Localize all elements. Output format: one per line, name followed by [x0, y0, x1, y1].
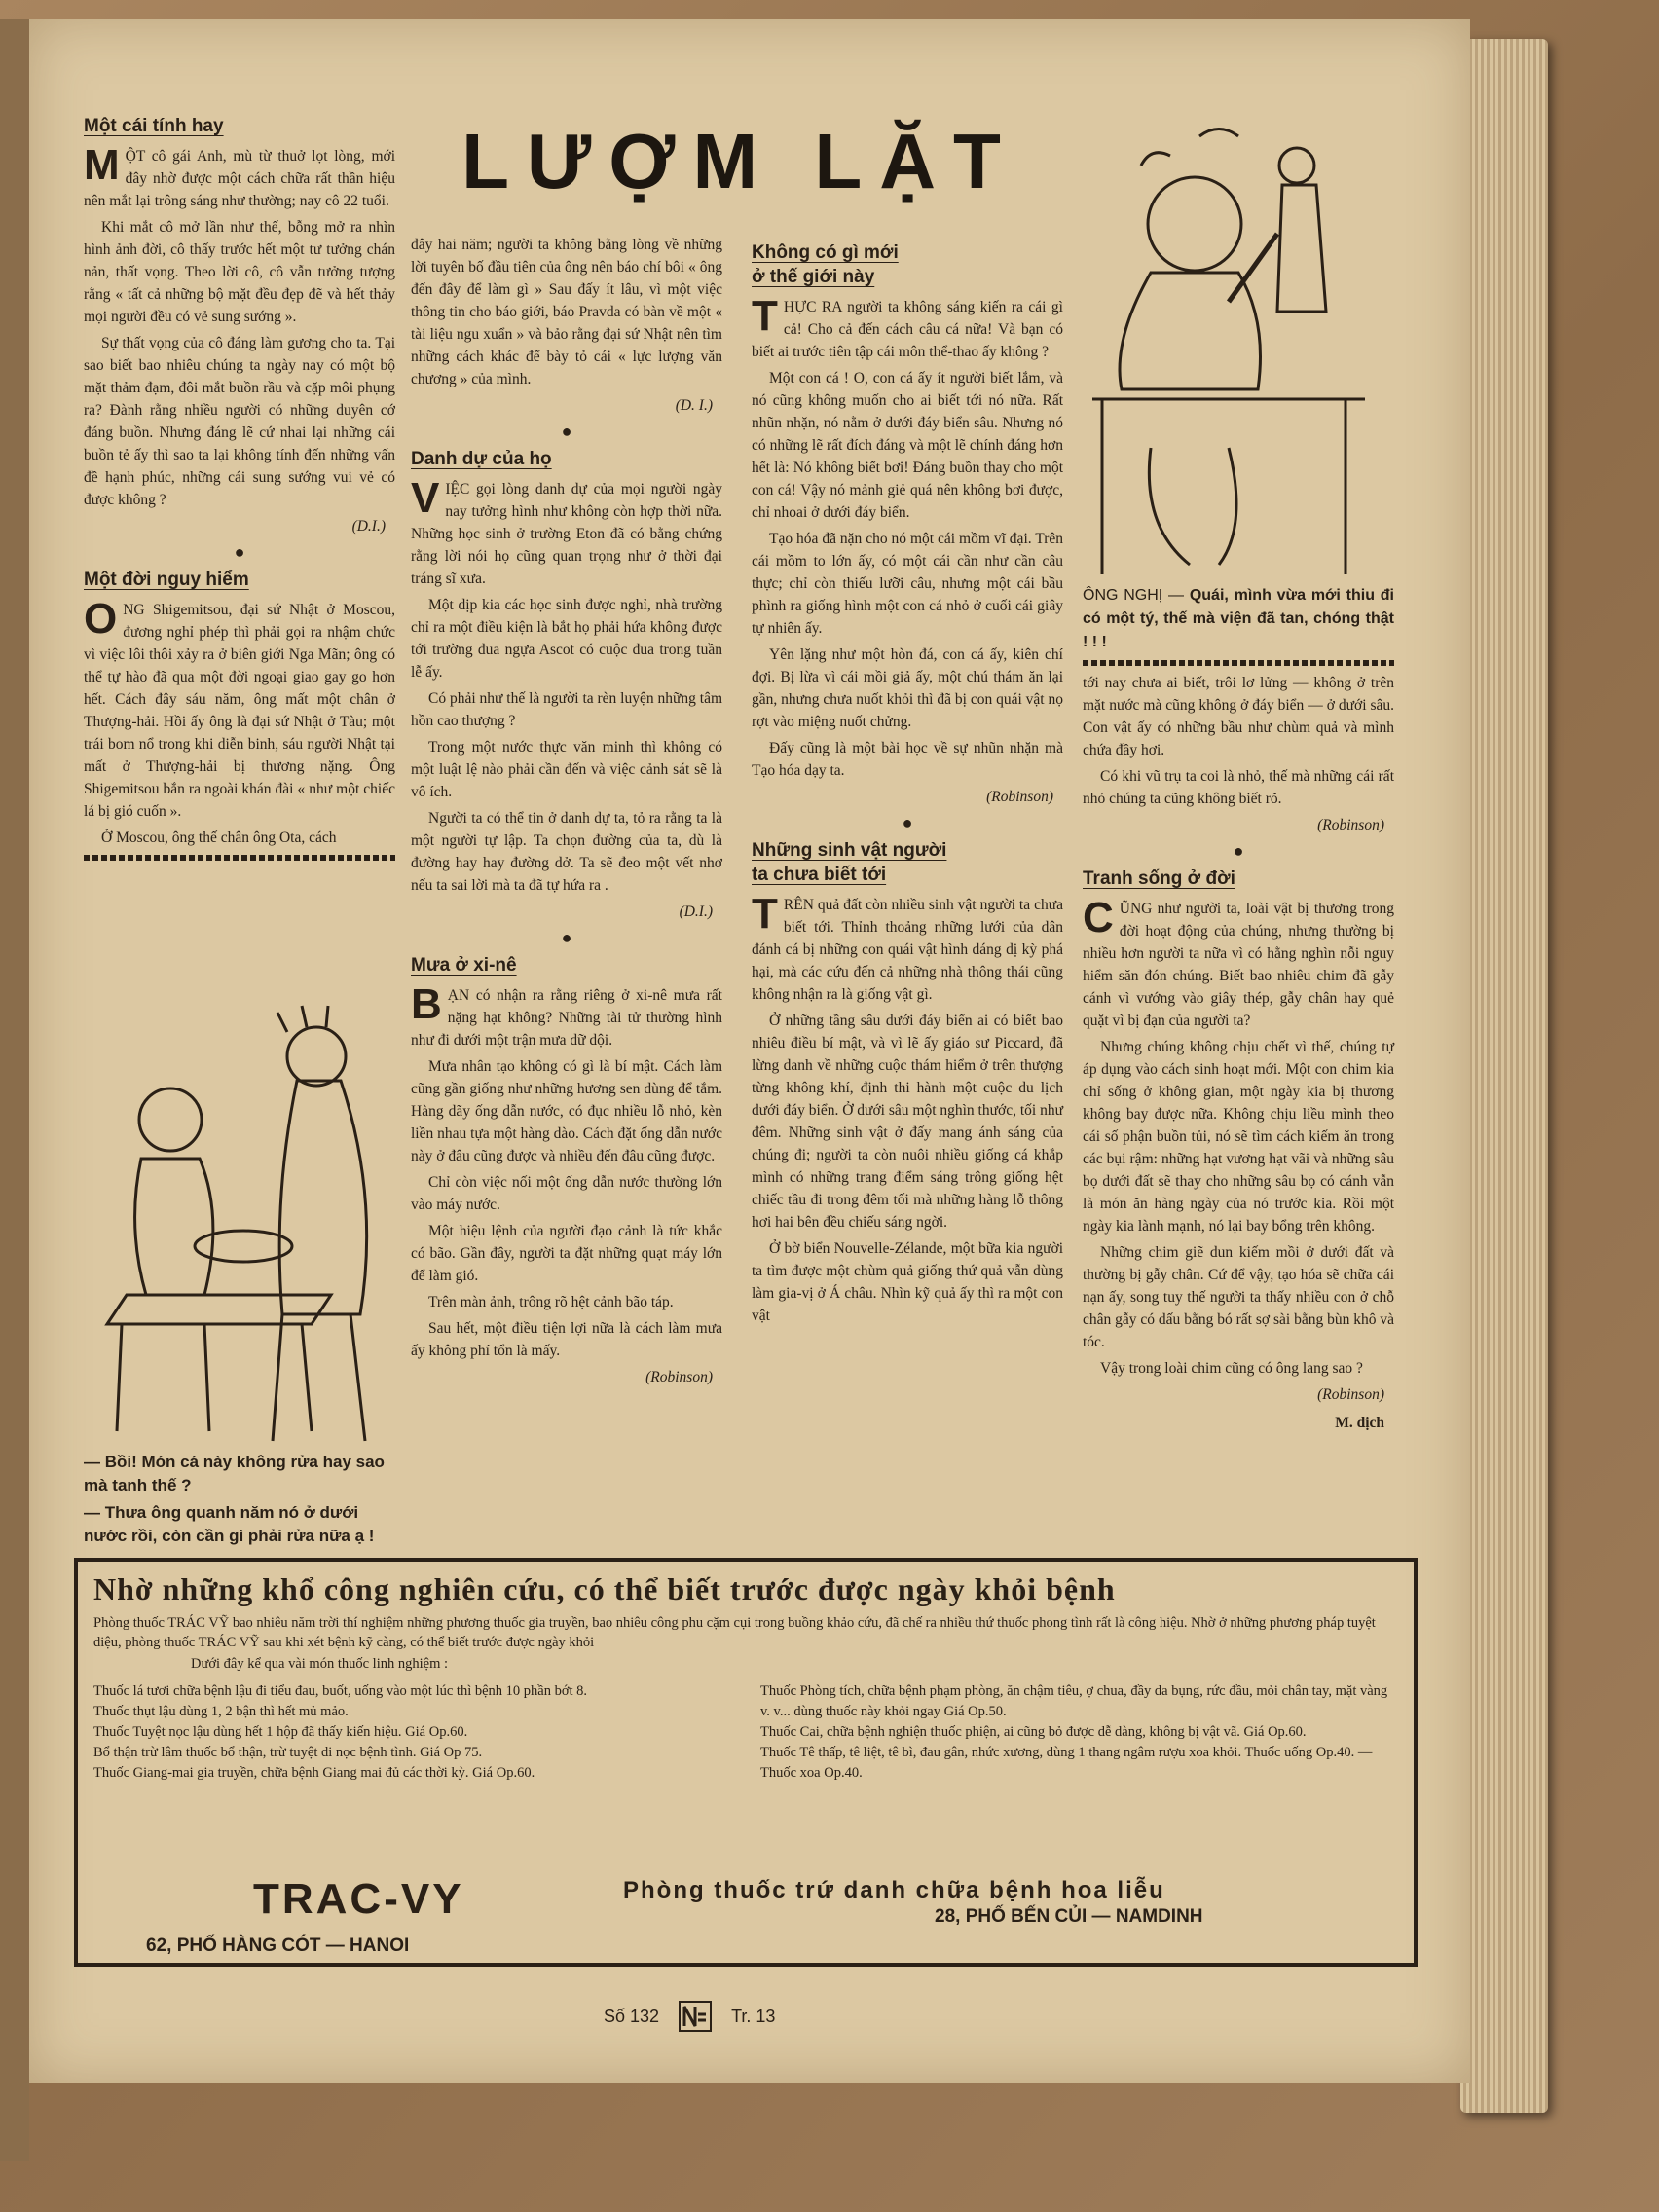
ad-product: Thuốc Phòng tích, chữa bệnh phạm phòng, ăn chậm tiêu, ợ chua, đầy da bụng, rức đầu, mỏi chân tay, mặt vàng v. v... dùng thuốc này khỏi ngay Giá Op.50. [760, 1683, 1388, 1719]
signature: (Robinson) [645, 1369, 713, 1385]
paragraph: NG Shigemitsou, đại sứ Nhật ở Moscou, đương nghỉ phép thì phải gọi ra nhậm chức vì việc lôi thôi xảy ra ở biên giới Nga Mãn; ông có thể tự hào đã qua một đời ngoại giao gay go hơn hết. Cách đây sáu năm, ông mất một chân ở Thượng-hải. Hồi ấy ông là đại sứ Nhật ở Tàu; một trái bom nổ trong khi diễn binh, sáu người Nhật tại mất ở Thượng-hải bị thương nặng. Ông Shigemitsou bắn ra ngoài khán đài « như một chiếc lá bị gió cuốn ». [84, 602, 395, 820]
issue-number: Số 132 [604, 2006, 660, 2026]
ad-product: Thuốc thụt lậu dùng 1, 2 bận thì hết mủ mảo. [93, 1704, 349, 1719]
paragraph: Những chim giẽ dun kiếm mồi ở dưới đất và thường bị gẫy chân. Cứ để vậy, tạo hóa sẽ chữa cái nạn ấy, song tuy thế người ta thấy nhiều con ở chỗ chân gẫy có dấu bằng bó rất sợ sài bằng bùn khô và tóc. [1083, 1244, 1394, 1350]
ad-left-list [93, 1681, 731, 1784]
separator-dot: ● [234, 542, 245, 562]
drop-cap: T [752, 890, 778, 938]
ad-address-hanoi: 62, PHỐ HÀNG CÓT — HANOI [146, 1936, 410, 1956]
ad-product: Thuốc Giang-mai gia truyền, chữa bệnh Giang mai đủ các thời kỳ. Giá Op.60. [93, 1765, 535, 1781]
paragraph: đây hai năm; người ta không bằng lòng về những lời tuyên bố đầu tiên của ông nên báo chí bôi « ông đến đây để làm gì » Sau đấy ít lâu, vì một việc thông tin cho báo giới, báo Pravda có bàn về một « tài liệu ngu xuẩn » và bảo rằng đại sứ Nhật nên tìm những cách khác để bày tỏ cái « lực lượng văn chương » của mình. [411, 237, 722, 387]
drop-cap: T [752, 292, 778, 340]
ad-product: Thuốc lá tươi chữa bệnh lậu đi tiểu đau, buốt, uống vào một lúc thì bệnh 10 phần bớt 8. [93, 1683, 588, 1699]
caption-line: — Bồi! Món cá này không rửa hay sao mà tanh thế ? [84, 1453, 385, 1494]
page-title: LƯỢM LẶT [461, 118, 1018, 204]
paragraph: tới nay chưa ai biết, trôi lơ lửng — không ở trên mặt nước mà cũng không ở đáy biển — ở dưới sâu. Con vật ấy có những bầu như chùm quả và mình chứa đầy hơi. [1083, 675, 1394, 758]
signature: (Robinson) [1317, 817, 1384, 833]
paragraph: Ở bờ biển Nouvelle-Zélande, một bữa kia người ta tìm được một chùm quả giống thứ quả vẫn dùng làm gia-vị ở Á châu. Nhìn kỹ quả ấy thì ra một con vật [752, 1240, 1063, 1324]
drop-cap: O [84, 595, 118, 643]
paragraph: Một con cá ! O, con cá ấy ít người biết lắm, và nó cũng không muốn cho ai biết tới nó nữa. Rất nhũn nhặn, nó nằm ở dưới đáy biển sâu. Nhưng nó có những lẽ rất đích đáng và một lẽ chính đáng hơn hết là: Nó không biết bơi! Đáng buồn thay cho một con cá! Vậy nó mảnh giẻ quá nên không bơi được, chỉ nhoai ở dưới đáy biển. [752, 370, 1063, 521]
drop-cap: V [411, 474, 440, 522]
divider [84, 855, 395, 861]
caption-speaker: ÔNG NGHỊ — [1083, 587, 1185, 604]
separator-dot: ● [902, 813, 913, 832]
paragraph: Khi mắt cô mở lần như thế, bỗng mở ra nhìn hình ảnh đời, cô thấy trước hết một tư tưởng chán nản, thất vọng. Theo lời cô, cô vẫn tưởng tượng rằng « tất cả những bộ mặt đều đẹp đẽ và hết thảy mọi người đều có vẻ sung sướng ». [84, 219, 395, 325]
paragraph: Có khi vũ trụ ta coi là nhỏ, thế mà những cái rất nhỏ chúng ta cũng không biết rõ. [1083, 768, 1394, 807]
paragraph: Trên màn ảnh, trông rõ hệt cảnh bão táp. [428, 1294, 674, 1310]
ad-tagline: Phòng thuốc trứ danh chữa bệnh hoa liễu [623, 1877, 1165, 1903]
article-title: Không có gì mới [752, 242, 899, 263]
article-title: Tranh sống ở đời [1083, 868, 1235, 889]
paragraph: Trong một nước thực văn minh thì không có một luật lệ nào phải cần đến và việc cảnh sát sẽ là vô ích. [411, 739, 722, 800]
ad-product: Thuốc Tuyệt nọc lậu dùng hết 1 hộp đã thấy kiến hiệu. Giá Op.60. [93, 1724, 468, 1740]
paragraph: Tạo hóa đã nặn cho nó một cái mồm vĩ đại. Trên cái mồm to lớn ấy, có một cái cần như cần câu thực; chỉ còn thiếu lưỡi câu, nhưng một cái bầu phình ra giống hình một con cá nhỏ ở cuối cái giây tự nhiên ấy. [752, 531, 1063, 637]
paragraph: Nhưng chúng không chịu chết vì thế, chúng tự áp dụng vào cách sinh hoạt mới. Một con chim kia chỉ sống ở không gian, một ngày kia bị thương không bay được nữa. Không chịu liều mình theo cái số phận buồn tủi, nó sẽ tìm cách kiếm ăn trong các bụi rậm: những hạt vương hạt vãi và những sâu bọ dưới đất sẽ thay cho những sâu bọ có cánh vẫn là món ăn hàng ngày của nó trước kia. Rồi một ngày kia lành mạnh, nó lại bay bổng trên không. [1083, 1039, 1394, 1235]
cartoon-caption [1083, 584, 1394, 654]
paragraph: ŨNG như người ta, loài vật bị thương trong đời hoạt động của chúng, nhưng thường bị nhiều hơn người ta nữa vì có hằng nghìn nỗi nguy hiểm săn đón chúng. Biết bao nhiêu chim đã gẫy cánh vì vướng vào giây thép, gẫy chân hay quẻ quặt vì bị đạn của người ta? [1083, 901, 1394, 1029]
page-footer [604, 2001, 775, 2032]
paragraph: Có phải như thế là người ta rèn luyện những tâm hồn cao thượng ? [411, 690, 723, 729]
cartoon-waiter [88, 1003, 399, 1451]
magazine-logo-icon [679, 2001, 712, 2032]
paragraph: Sự thất vọng của cô đáng làm gương cho ta. Tại sao biết bao nhiêu chúng ta ngày nay có một bộ mặt thảm đạm, đôi mắt buồn rầu và cặp môi phụng ra? Đành rằng nhiều người có những duyên cớ đáng buồn. Nhưng đáng lẽ cứ nhai lại những cái buồn tẻ ấy thì sao ta lại không tính đến những vấn đề hạnh phúc, những cái sung sướng vui vẻ có được không ? [84, 335, 395, 508]
separator-dot: ● [561, 422, 572, 441]
page-number: Tr. 13 [731, 2006, 776, 2026]
article-title: ở thế giới này [752, 267, 875, 287]
ad-product: Bổ thận trừ lâm thuốc bổ thận, trừ tuyệt di nọc bệnh tình. Giá Op 75. [93, 1745, 483, 1760]
ad-address-namdinh: 28, PHỐ BẾN CỦI — NAMDINH [935, 1906, 1203, 1927]
paragraph: Đấy cũng là một bài học về sự nhũn nhặn mà Tạo hóa dạy ta. [752, 740, 1063, 779]
cartoon-caption [84, 1451, 395, 1548]
caption-line: — Thưa ông quanh năm nó ở dưới nước rồi, còn cần gì phải rửa nữa ạ ! [84, 1503, 375, 1545]
article-title: ta chưa biết tới [752, 865, 887, 885]
ad-right-list [760, 1681, 1398, 1784]
signature: (Robinson) [1317, 1386, 1384, 1403]
paragraph: RÊN quả đất còn nhiều sinh vật người ta chưa biết tới. Thỉnh thoảng những lưới của dân đánh cá bị những con quái vật hình dáng dị kỳ phá hại, mà các cứu đến cả những nhà thông thái cũng không nhận ra là giống vật gì. [752, 897, 1063, 1003]
left-page-edge [0, 19, 29, 2161]
ad-headline: Nhờ những khổ công nghiên cứu, có thể biết trước được ngày khỏi bệnh [93, 1571, 1116, 1606]
signature: (D. I.) [675, 397, 713, 414]
signature: (D.I.) [679, 903, 713, 920]
ad-brand: TRAC-VY [253, 1875, 464, 1923]
paragraph: Chỉ còn việc nối một ống dẫn nước thường lớn vào máy nước. [411, 1174, 722, 1213]
ad-intro: Phòng thuốc TRÁC VỸ bao nhiêu năm trời thí nghiệm những phương thuốc gia truyền, bao nhiêu công phu cặm cụi trong buồng khảo cứu, đã chế ra nhiều thứ thuốc phong tình rất là công hiệu. Nhờ ở những phương pháp tuyệt diệu, phòng thuốc TRÁC VỸ sau khi xét bệnh kỹ càng, có thể biết trước được ngày khỏi [93, 1615, 1376, 1650]
article-title: Một cái tính hay [84, 116, 224, 136]
paragraph: ỘT cô gái Anh, mù từ thuở lọt lòng, mới đây nhờ được một cách chữa rất thần hiệu nên mắt lại trông sáng như thường; nay cô 22 tuổi. [84, 148, 395, 209]
drop-cap: B [411, 980, 442, 1028]
advertisement-box [74, 1558, 1418, 1967]
paragraph: IỆC gọi lòng danh dự của mọi người ngày nay tưởng hình như không còn hợp thời nữa. Những học sinh ở trường Eton đã có bằng chứng rằng lời nói họ cũng quan trọng như ở thời đại tráng sĩ xưa. [411, 481, 722, 587]
column-2 [411, 234, 722, 1394]
ad-product: Thuốc Tê thấp, tê liệt, tê bì, đau gân, nhức xương, dùng 1 thang ngâm rượu xoa khỏi. Thuốc uống Op.40. — Thuốc xoa Op.40. [760, 1745, 1373, 1781]
divider [1083, 660, 1394, 666]
separator-dot: ● [1233, 841, 1244, 861]
book-page-stack [1460, 39, 1548, 2113]
cartoon-politician [1083, 117, 1375, 574]
paragraph: Vậy trong loài chim cũng có ông lang sao ? [1100, 1360, 1363, 1377]
article-title: Danh dự của họ [411, 449, 552, 469]
paragraph: Yên lặng như một hòn đá, con cá ấy, kiên chí đợi. Bị lừa vì cái mồi giả ấy, một chú thám ăn lại gần, nhưng chưa nuốt khỏi thì đã bị con quái vật nọ rợt vào miệng nuốt chửng. [752, 646, 1063, 730]
paragraph: ẠN có nhận ra rằng riêng ở xi-nê mưa rất nặng hạt không? Những tài tử thường hình như đi dưới một trận mưa dữ dội. [411, 987, 722, 1049]
article-title: Một đời nguy hiểm [84, 570, 249, 590]
ad-product-lists [93, 1681, 1398, 1784]
paragraph: Mưa nhân tạo không có gì là bí mật. Cách làm cũng gần giống như những hương sen dùng để tắm. Hàng dãy ống dẫn nước, có đục nhiều lỗ nhỏ, kèn liền nhau tựa một hàng dào. Cách đặt ống dẫn nước này ở đâu cũng được và nhiều đến đâu cũng được. [411, 1058, 722, 1164]
ad-list-intro: Dưới đây kể qua vài món thuốc linh nghiệm : [191, 1656, 448, 1672]
separator-dot: ● [561, 928, 572, 947]
paragraph: Một dịp kia các học sinh được nghỉ, nhà trường chỉ ra một điều kiện là bắt họ phải hứa không được tới trường đua ngựa Ascot có cuộc đua trong tuần lễ ấy. [411, 597, 722, 681]
article-title: Mưa ở xi-nê [411, 955, 517, 976]
cartoon-politician-drawing [1083, 117, 1375, 574]
cartoon-waiter-drawing [88, 1003, 399, 1451]
paragraph: Sau hết, một điều tiện lợi nữa là cách làm mưa ấy không phí tổn là mấy. [411, 1320, 722, 1359]
paragraph: HỰC RA người ta không sáng kiến ra cái gì cả! Cho cả đến cách câu cá nữa! Và bạn có biết ai trước tiên tập cái môn thể-thao ấy không ? [752, 299, 1063, 360]
signature: (Robinson) [986, 789, 1053, 805]
column-1 [84, 107, 395, 866]
paragraph: Ở Moscou, ông thế chân ông Ota, cách [101, 830, 337, 846]
drop-cap: C [1083, 894, 1114, 941]
translator-credit: M. dịch [1335, 1415, 1384, 1431]
signature: (D.I.) [351, 518, 386, 535]
paragraph: Người ta có thể tin ở danh dự ta, tỏ ra rằng ta là một người tự lập. Ta chọn đường của ta, dù là đường hay hay đường dở. Ta sẽ đeo một vết nhơ nếu ta sai lời mà ta đã tự hứa ra . [411, 810, 722, 894]
column-4 [1083, 584, 1394, 1440]
paragraph: Một hiệu lệnh của người đạo cảnh là tức khắc có bão. Gần đây, người ta đặt những quạt máy lớn để làm gió. [411, 1223, 722, 1284]
ad-product: Thuốc Cai, chữa bệnh nghiện thuốc phiện, ai cũng bỏ được dễ dàng, không bị vật vã. Giá Op.60. [760, 1724, 1307, 1740]
drop-cap: M [84, 141, 120, 189]
paragraph: Ở những tầng sâu dưới đáy biển ai có biết bao nhiêu điều bí mật, và vì lẽ ấy giáo sư Piccard, đã lừng danh về những cuộc thám hiểm ở trên thượng từng không khí, định thi hành một cuộc du lịch dưới đáy biển. Ở dưới sâu một nghìn thước, tối như đêm. Những sinh vật ở đấy mang ánh sáng của chúng đi; người ta còn nuôi nhiều giống cá khắp mình có những trang điểm sáng trông giống hệt chiếc tầu đi trong đêm tối mà những hàng lỗ thông hơi hai bên đều chiếu sáng ngời. [752, 1013, 1063, 1231]
article-title: Những sinh vật người [752, 840, 947, 861]
caption-text: Quái, mình vừa mới thiu đi có một tý, thế mà viện đã tan, chóng thật ! ! ! [1083, 587, 1394, 650]
column-3 [752, 234, 1063, 1331]
